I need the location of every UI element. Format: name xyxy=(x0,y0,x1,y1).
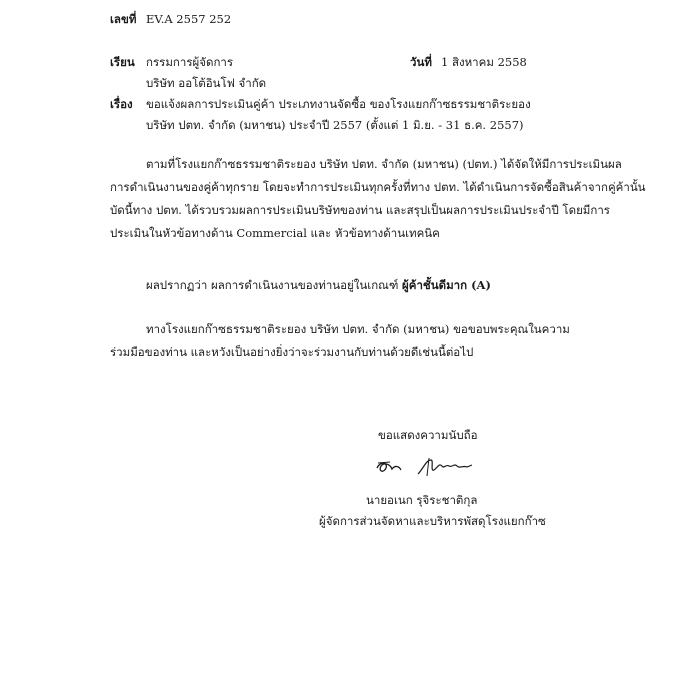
signatory-name: นายอเนก รุจิระชาติกุล xyxy=(366,493,478,507)
subject-line-1: ขอแจ้งผลการประเมินคู่ค้า ประเภทงานจัดซื้อ ของโรงแยกก๊าซธรรมชาติระยอง xyxy=(146,97,531,111)
letter-date: 1 สิงหาคม 2558 xyxy=(441,55,527,69)
closing-regards: ขอแสดงความนับถือ xyxy=(378,428,478,442)
date-label: วันที่ xyxy=(410,55,432,69)
signatory-position: ผู้จัดการส่วนจัดหาและบริหารพัสดุโรงแยกก๊าซ xyxy=(319,514,546,528)
paragraph-3-line: ทางโรงแยกก๊าซธรรมชาติระยอง บริษัท ปตท. จำกัด (มหาชน) ขอขอบพระคุณในความ xyxy=(146,322,570,336)
subject-line-2: บริษัท ปตท. จำกัด (มหาชน) ประจำปี 2557 (ตั้งแต่ 1 มิ.ย. - 31 ธ.ค. 2557) xyxy=(146,118,524,132)
paragraph-1-line: การดำเนินงานของคู่ค้าทุกราย โดยจะทำการประเมินทุกครั้งที่ทาง ปตท. ได้ดำเนินการจัดซื้อสินค้าจากคู่ค้านั้น xyxy=(110,180,646,194)
result-statement xyxy=(146,280,491,292)
paragraph-1-line: ประเมินในหัวข้อทางด้าน Commercial และ หัวข้อทางด้านเทคนิค xyxy=(110,226,440,240)
paragraph-3-line: ร่วมมือของท่าน และหวังเป็นอย่างยิ่งว่าจะร่วมงานกับท่านด้วยดีเช่นนี้ต่อไป xyxy=(110,345,474,359)
paragraph-1-line: ตามที่โรงแยกก๊าซธรรมชาติระยอง บริษัท ปตท. จำกัด (มหาชน) (ปตท.) ได้จัดให้มีการประเมินผล xyxy=(146,157,622,171)
recipient-company: บริษัท ออโต้อินโฟ จำกัด xyxy=(146,76,267,90)
paragraph-1-line: บัดนี้ทาง ปตท. ได้รวบรวมผลการประเมินบริษัทของท่าน และสรุปเป็นผลการประเมินประจำปี โดยมีการ xyxy=(110,203,610,217)
subject-label: เรื่อง xyxy=(110,97,133,111)
result-prefix: ผลปรากฏว่า ผลการดำเนินงานของท่านอยู่ในเกณฑ์ xyxy=(146,278,399,292)
doc-number-label: เลขที่ xyxy=(110,12,137,26)
doc-number: EV.A 2557 252 xyxy=(146,12,232,26)
recipient-label: เรียน xyxy=(110,55,135,69)
recipient-title: กรรมการผู้จัดการ xyxy=(146,55,234,69)
handwritten-signature xyxy=(374,454,486,480)
result-grade: ผู้ค้าชั้นดีมาก (A) xyxy=(402,278,491,292)
